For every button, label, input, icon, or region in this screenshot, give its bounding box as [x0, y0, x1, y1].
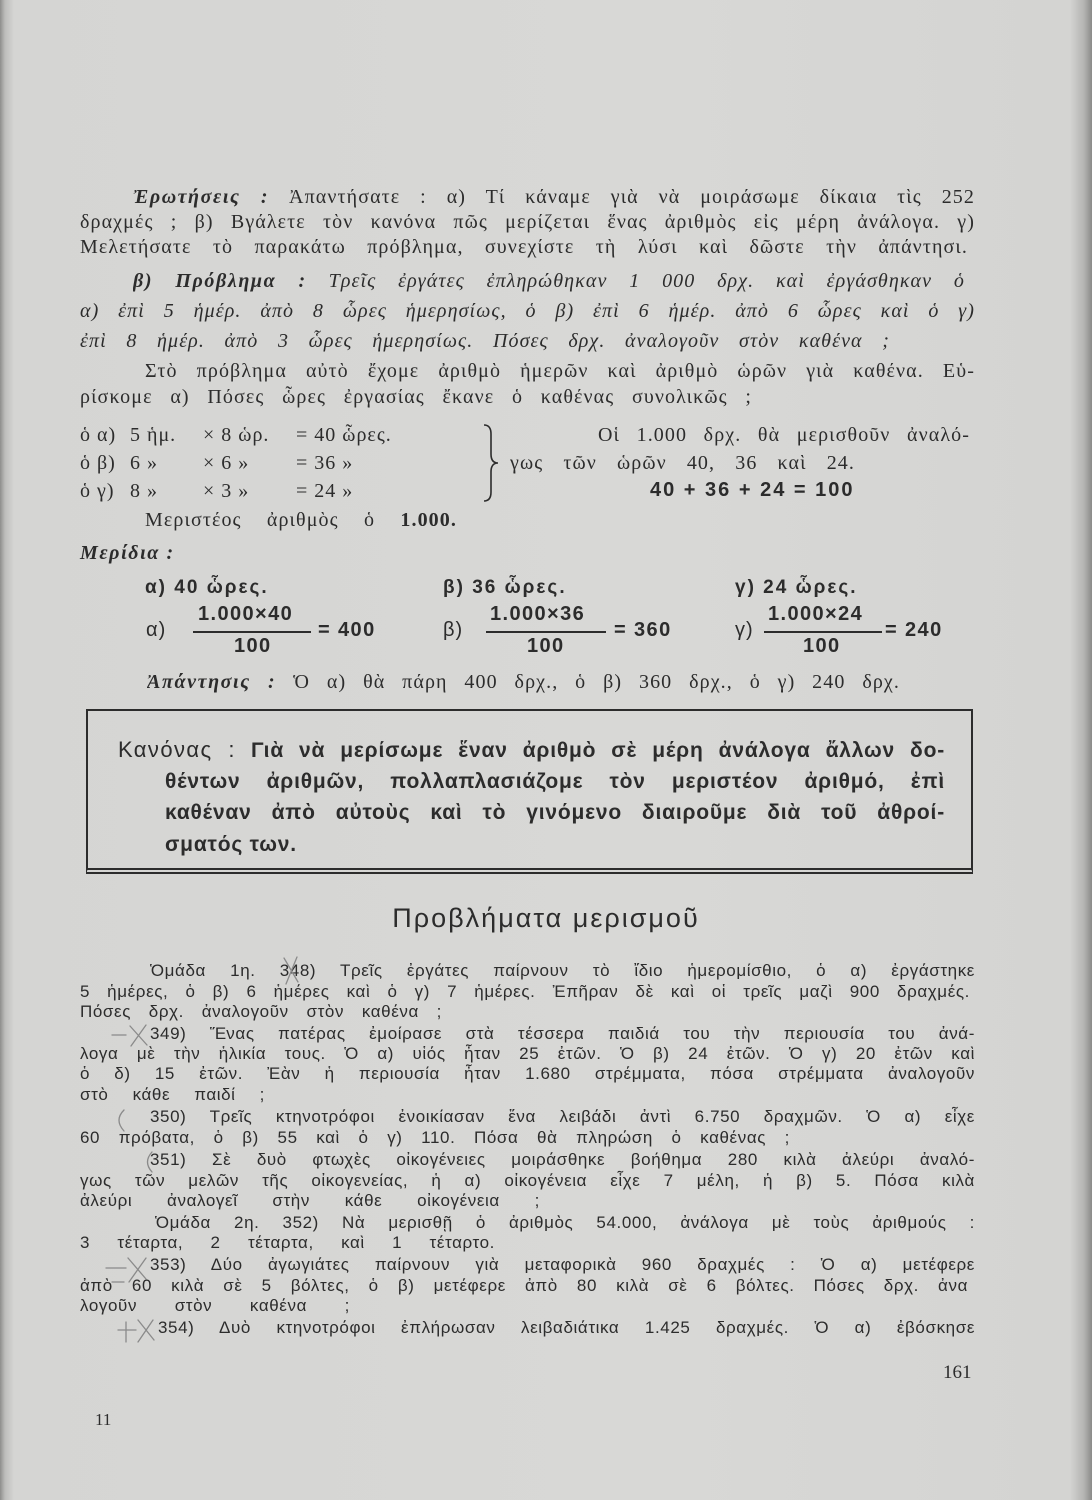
exercise-348-line-3: Πόσες δρχ. ἀναλογοῦν στὸν καθένα ;	[80, 1002, 442, 1021]
exercise-353-line-1: 353) Δύο ἀγωγιάτες παίρνουν γιὰ μεταφορικὰ 960 δραχμές : Ὁ α) μετέφερε	[150, 1255, 975, 1274]
fraction-denominator: 100	[803, 635, 841, 657]
share-heading: γ) 24 ὧρες.	[735, 577, 858, 598]
share-heading: α) 40 ὧρες.	[145, 577, 269, 598]
distribution-note-line-1: Οἱ 1.000 δρχ. θὰ μερισθοῦν ἀναλό-	[598, 424, 970, 446]
hours-row-days: 6 »	[130, 452, 158, 474]
section-heading: Προβλήματα μερισμοῦ	[392, 903, 700, 933]
problem-line-3: ἐπὶ 8 ἡμέρ. ἀπὸ 3 ὧρες ἡμερησίως. Πόσες δρχ. ἀναλογοῦν στὸν καθένα ;	[80, 330, 890, 352]
divisor-label: Μεριστέος ἀριθμὸς ὁ	[145, 509, 376, 531]
rule-line-4: σματός των.	[165, 833, 297, 856]
fraction-prefix: γ)	[735, 619, 754, 641]
exercise-353-line-3: λογοῦν στὸν καθένα ;	[80, 1296, 350, 1315]
questions-label: Ἐρωτήσεις :	[133, 186, 270, 208]
rule-text-1: Γιὰ νὰ μερίσωμε ἕναν ἀριθμὸ σὲ μέρη ἀνάλογα ἄλλων δο-	[250, 739, 945, 762]
exercise-352-line-1: Ὁμάδα 2η. 352) Νὰ μερισθῇ ὁ ἀριθμὸς 54.000, ἀνάλογα μὲ τοὺς ἀριθμούς :	[155, 1213, 975, 1232]
questions-line-2: δραχμές ; β) Βγάλετε τὸν κανόνα πῶς μερίζεται ἕνας ἀριθμὸς εἰς μέρη ἀνάλογα. γ)	[80, 211, 975, 233]
exercise-351-line-1: 351) Σὲ δυὸ φτωχὲς οἰκογένειες μοιράσθηκε βοήθημα 280 κιλὰ ἀλεύρι ἀναλό-	[150, 1150, 975, 1169]
problem-label: β) Πρόβλημα :	[133, 270, 307, 292]
fraction-result: = 400	[318, 619, 376, 641]
hours-row-total: = 24 »	[296, 480, 354, 502]
signature-mark: 11	[95, 1410, 112, 1429]
divisor-value: 1.000.	[400, 509, 457, 531]
answer-label: Ἀπάντησις :	[147, 671, 277, 693]
hours-row-hours: × 8 ὡρ.	[203, 424, 270, 446]
exercise-353-line-2: ἀπὸ 60 κιλὰ σὲ 5 βόλτες, ὁ β) μετέφερε ἀπὸ 80 κιλὰ σὲ 6 βόλτες. Πόσες δρχ. ἀνα	[80, 1276, 968, 1295]
exercise-351-line-3: ἀλεύρι ἀναλογεῖ στὴν κάθε οἰκογένεια ;	[80, 1191, 540, 1210]
hours-sum: 40 + 36 + 24 = 100	[650, 479, 855, 501]
exercise-349-line-4: στὸ κάθε παιδί ;	[80, 1085, 265, 1104]
exercise-352-line-2: 3 τέταρτα, 2 τέταρτα, καὶ 1 τέταρτο.	[80, 1233, 495, 1252]
pencil-mark	[118, 1320, 154, 1342]
rule-line-3: καθέναν ἀπὸ αὐτοὺς καὶ τὸ γινόμενο διαιροῦμε διὰ τοῦ ἀθροί-	[165, 801, 945, 824]
exercise-348-line-1: Ὁμάδα 1η. 348) Τρεῖς ἐργάτες παίρνουν τὸ ἴδιο ἡμερομίσθιο, ὁ α) ἐργάστηκε	[150, 961, 975, 980]
fraction-prefix: α)	[146, 619, 167, 641]
exercise-350-line-2: 60 πρόβατα, ὁ β) 55 καὶ ὁ γ) 110. Πόσα θὰ πληρώση ὁ καθένας ;	[80, 1128, 790, 1147]
exercise-351-line-2: γως τῶν μελῶν τῆς οἰκογενείας, ἡ α) οἰκογένεια εἶχε 7 μέλη, ἡ β) 5. Πόσα κιλὰ	[80, 1171, 975, 1190]
pencil-mark	[112, 1025, 147, 1046]
answer-text: Ὁ α) θὰ πάρη 400 δρχ., ὁ β) 360 δρχ., ὁ γ) 240 δρχ.	[293, 671, 900, 693]
fraction-denominator: 100	[234, 635, 272, 657]
problem-text-1: Τρεῖς ἐργάτες ἐπληρώθηκαν 1 000 δρχ. καὶ ἐργάσθηκαν ὁ	[328, 270, 965, 292]
exercise-348-line-2: 5 ἡμέρες, ὁ β) 6 ἡμέρες καὶ ὁ γ) 7 ἡμέρες. Ἐπῆραν δὲ καὶ οἱ τρεῖς μαζὶ 900 δραχμές.	[80, 982, 970, 1001]
pencil-mark	[106, 1258, 146, 1282]
rule-line-2: θέντων ἀριθμῶν, πολλαπλασιάζομε τὸν μεριστέον ἀριθμό, ἐπὶ	[165, 770, 945, 793]
fraction-denominator: 100	[527, 635, 565, 657]
distribution-note-line-2: γως τῶν ὡρῶν 40, 36 καὶ 24.	[510, 452, 855, 474]
exercise-354-line-1: 354) Δυὸ κτηνοτρόφοι ἐπλήρωσαν λειβαδιάτικα 1.425 δραχμές. Ὁ α) ἐβόσκησε	[158, 1318, 975, 1337]
analysis-line-1: Στὸ πρόβλημα αὐτὸ ἔχομε ἀριθμὸ ἡμερῶν καὶ ἀριθμὸ ὡρῶν γιὰ καθένα. Εὑ-	[145, 360, 975, 382]
rule-label: Κανόνας :	[118, 737, 236, 762]
hours-row-hours: × 3 »	[203, 480, 250, 502]
hours-row-who: ὁ β)	[80, 452, 116, 474]
exercise-349-line-2: λογα μὲ τὴν ἡλικία τους. Ὁ α) υἱός ἦταν 25 ἐτῶν. Ὁ β) 24 ἐτῶν. Ὁ γ) 20 ἐτῶν καὶ	[80, 1044, 975, 1063]
hours-row-who: ὁ γ)	[80, 480, 115, 502]
page-number: 161	[943, 1362, 972, 1383]
fraction-result: = 240	[885, 619, 943, 641]
hours-row-days: 8 »	[130, 480, 158, 502]
hours-row-hours: × 6 »	[203, 452, 250, 474]
fraction-result: = 360	[614, 619, 672, 641]
hours-row-days: 5 ἡμ.	[130, 424, 177, 446]
shares-label: Μερίδια :	[80, 542, 175, 564]
share-heading: β) 36 ὧρες.	[443, 577, 567, 598]
questions-line-3: Μελετήσατε τὸ παρακάτω πρόβλημα, συνεχίστε τὴ λύσι καὶ δῶστε τὴν ἀπάντησι.	[80, 236, 968, 258]
fraction-numerator: 1.000×36	[490, 603, 586, 625]
hours-row-who: ὁ α)	[80, 424, 117, 446]
exercise-349-line-3: ὁ δ) 15 ἐτῶν. Ἐὰν ἡ περιουσία ἦταν 1.680 στρέμματα, πόσα στρέμματα ἀναλογοῦν	[80, 1064, 975, 1083]
fraction-numerator: 1.000×40	[198, 603, 294, 625]
pencil-mark	[284, 957, 298, 984]
exercise-350-line-1: 350) Τρεῖς κτηνοτρόφοι ἐνοικίασαν ἕνα λειβάδι ἀντὶ 6.750 δραχμῶν. Ὁ α) εἶχε	[150, 1107, 975, 1126]
analysis-line-2: ρίσκομε α) Πόσες ὧρες ἐργασίας ἔκανε ὁ καθένας συνολικῶς ;	[80, 386, 752, 408]
hours-row-total: = 36 »	[296, 452, 354, 474]
pencil-mark	[148, 1152, 153, 1172]
hours-row-total: = 40 ὧρες.	[296, 424, 392, 446]
questions-text-1: Ἀπαντήσατε : α) Τί κάναμε γιὰ νὰ μοιράσωμε δίκαια τὶς 252	[289, 186, 975, 208]
fraction-numerator: 1.000×24	[768, 603, 864, 625]
problem-line-2: α) ἐπὶ 5 ἡμέρ. ἀπὸ 8 ὧρες ἡμερησίως, ὁ β) ἐπὶ 6 ἡμέρ. ἀπὸ 6 ὧρες καὶ ὁ γ)	[80, 300, 975, 322]
fraction-prefix: β)	[443, 619, 464, 641]
pencil-mark	[119, 1110, 124, 1131]
exercise-349-line-1: 349) Ἕνας πατέρας ἐμοίρασε στὰ τέσσερα παιδιά του τὴν περιουσία του ἀνά-	[150, 1024, 975, 1043]
